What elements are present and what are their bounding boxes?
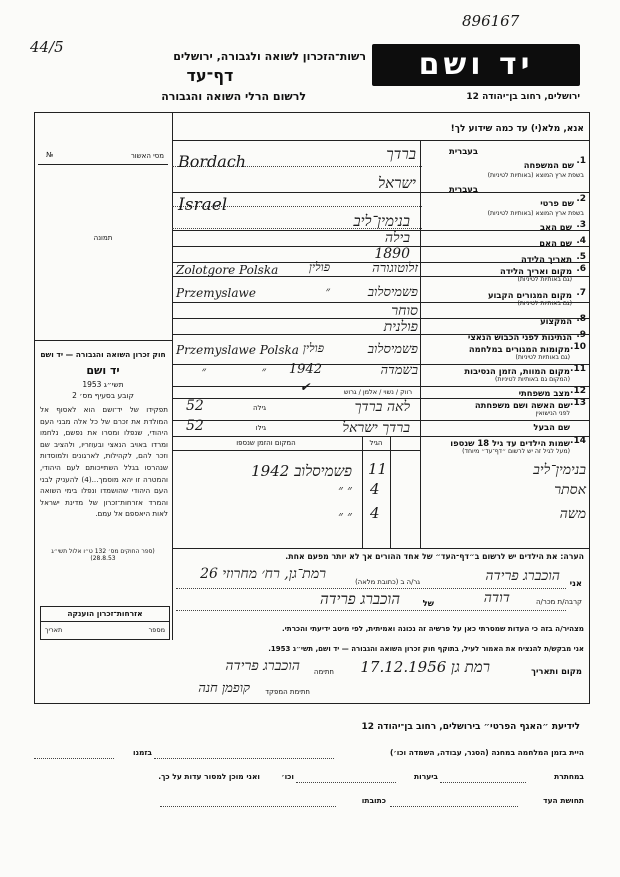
f11-value: בשמדה [380,363,418,378]
child-1-place: פשמיסלוב 1942 [251,462,352,480]
f11-sub: (המקום גם באותיות לטיניות) [495,376,570,383]
f7-value: פשמיסלוב [367,285,418,300]
f2-hebrew-value: ישראל [378,174,416,192]
footer-line-2d: ואני מוכן למסור עדות על כך. [158,772,260,781]
f14-label: שמות הילדים עד גיל 18 שנספו [450,438,570,448]
f4-value: בילה [384,230,410,246]
institution-name: רשות־הזכרון לשואה ולגבורה, ירושלים [173,50,366,63]
husband-label: שם הבעל [533,422,570,432]
f4-label: שם האם [539,238,572,248]
f5-value: 1890 [374,246,410,262]
child-2-name: אסתר [554,482,586,498]
f10-sub: (גם באותיות לטיניות) [515,354,570,361]
form-subtitle: לרשום הרלי השואה והגבורה [161,90,306,103]
relation-of: של [422,598,434,608]
f13-age-label: גילה [252,404,266,412]
citizenship-label: אזרחות־זכרון הוענקה [67,609,143,618]
recorder: קופמן חנה [198,681,250,696]
law-section: קובע בסעיף מס׳ 2 [72,391,134,400]
f9-num: 9. [576,330,586,340]
f1-sub: בשפת ארץ המוצא (באותיות לטיניות) [487,172,584,179]
signature-label: חתימה [313,668,334,676]
f8-value: סוחר [391,303,418,319]
f7-num: 7. [576,288,586,298]
f14-num: 14. [570,436,586,446]
f13-label: שם האשה ושם משפחתה [474,400,570,410]
f11-ditto-2: ״ [261,364,266,378]
declarant-residing: גר/ה ב (כתובת מלאה) [355,578,420,586]
child-3-age: 4 [370,504,380,522]
f1-num: 1. [576,156,586,166]
f11-ditto-1: ״ [201,364,206,378]
logo-text: יד ושם [418,47,534,82]
col-hebrew-2: בעברית [448,184,478,194]
photo-label: תמונה [93,234,113,242]
f11-label: מקום המוות, הזמן הנסיבות [464,366,570,376]
address: ירושלים, רחוב בן־יהודה 12 [466,92,580,102]
declaration-text: מצהיר/ה בזה כי העדות שמסרתי כאן על פרשיה זה נכונה ואמיתית, לפי מיטב ידיעתי והכרתי. [281,624,584,633]
form-title: דף־עד [186,66,234,85]
child-1-name: בנימין־ליב [533,462,586,478]
f6-country: פולין [308,260,330,274]
footer-line-1: היית בזמן המלחמה במחנה (הסגר, עבודה, השמדה וכו׳) [389,748,584,757]
f13-value: לאה ברדך [354,399,410,415]
child-3-name: משה [559,506,586,522]
f12-options: רווק / נשוי / אלמן / גרוש [343,388,412,396]
f14-sub: (מעל לגיל זה יש לרשום ״דף־עד״ מיוחד) [462,448,570,455]
husband-value: ברדך ישראל [342,420,410,436]
recorder-label: חתימת המפקד [265,688,310,696]
footer-line-2b: ביערות [414,772,438,781]
footer-line-2c: וכו׳ [281,772,294,781]
f7-sub: (גם באותיות לטיניות) [517,300,572,307]
file-reference: 44/5 [30,38,64,56]
f10-label: מקומות המגורים במלחמה [468,344,570,354]
number-sign: № [46,151,54,159]
f5-label: תאריך הלידה [520,254,572,264]
number-label: מספר [148,626,165,634]
f13-sub: לפני הנישואין [535,410,570,417]
f6-num: 6. [576,264,586,274]
footer-line-2: במחתרת [554,772,584,781]
f7-ditto: ״ [325,284,330,298]
f7-latin: Przemyslawe [176,286,256,300]
law-title: חוק זכרון השואה והגבורה — יד ושם [40,350,166,359]
f10-country: פולין [302,341,324,355]
form-intro: אנא, מלא(י) עד כמה שידוע לך! [450,124,584,134]
f10-value: פשמיסלוב [367,342,418,357]
col-place: המקום והזמן שנספו [236,439,296,447]
f4-num: 4. [576,236,586,246]
col-age: הגיל [369,439,383,447]
f8-num: 8. [576,314,586,324]
f9-label: הנתינות לפני הכבוש הנאצי [467,332,572,342]
husband-age: 52 [186,418,204,434]
declarant-name: הוכברג פרידה [485,568,560,584]
f1-label: שם המשפחה [523,160,574,170]
relation-label: קרבה/ת מכר/ה [535,598,582,606]
relation-value: הוכברג פרידה [320,590,400,608]
f6-sub: (גם באותיות לטיניות) [517,276,572,283]
footer-line-1b: בזמנו [133,748,152,757]
f6-value: זלוטוגורה [372,261,418,276]
f2-latin-value: Israel [178,195,228,215]
f2-num: 2. [576,194,586,204]
child-3-place: ״ ״ [337,509,352,524]
law-name: יד ושם [86,364,120,377]
husband-age-label: גילו [255,424,266,432]
request-text: אני מבקש/ת להנציח את האמור לעיל, בתוקף חוק זכרון השואה והגבורה — יד ושם, תשי״ג 1953. [268,645,584,653]
declarant-prefix: אני [569,578,582,588]
law-text: תפקידו של יד־ושם הוא לאסוף אל המולדת את זכרם של כל אלה מבני העם היהודי, שנפלו ומסרו את נפשם, נלחמו ומרדו באויב הנאצי ובעוזריו, ולהציב שם וזכר להם, לקהילות, לארגונים ולמוסדות שנהרסו בגלל השתייכותם לעם היהודי, והמטרה זו יהא מוסמך...(4) להעניק לבני העם היהודי שהושמדו ונפלו בימי השואה והמרד אזרחות־זכרון של מדינת ישראל לאות היאספם אל עמם. [40,405,169,519]
f5-num: 5. [576,252,586,262]
f13-age: 52 [186,398,204,414]
f10-num: 10. [570,342,586,352]
place-date: רמת גן 17.12.1956 [360,658,490,676]
footer-title: לידיעת ״האגף הפרטי״ בירושלים, רחוב בן־יהודה 12 [361,722,580,732]
declarant-address: רמת־גן, רח׳ מחרוזי 26 [200,566,326,582]
f3-label: שם האב [539,222,572,232]
id-label: מסי האשור [130,152,164,160]
date-label: תאריך [45,626,63,634]
law-year: תשי״ג 1953 [82,380,124,389]
f12-label: מצב משפחתי [518,388,570,398]
signature: הוכברג פרידה [225,658,300,674]
f12-mark: ✔ [300,380,311,394]
yad-vashem-logo [372,44,580,86]
place-date-label: מקום ותאריך [531,666,582,676]
f9-value: פולנית [383,319,418,335]
f3-value: בנימין־ליב [353,212,410,230]
f11-num: 11. [570,364,586,374]
child-2-place: ״ ״ [337,483,352,498]
f3-num: 3. [576,220,586,230]
f7-label: מקום המגורים הקבוע [487,290,572,300]
f8-label: המקצוע [540,316,572,326]
f13-num: 13. [570,398,586,408]
f6-label: מקום ואריך הלידה [499,266,572,276]
f2-sub: בשפת ארץ המוצא (באותיות לטיניות) [487,210,584,217]
footer-line-3: תחושת העד [543,796,584,805]
f12-num: 12. [570,386,586,396]
relation: דודה [483,590,510,606]
f1-hebrew-value: ברדך [386,145,416,163]
child-1-age: 11 [368,460,388,478]
law-reference: (ספר החוקים מס׳ 132 ט״ו אלול תשי״ג 28.8.53) [51,548,155,562]
f11-year: 1942 [288,362,322,377]
f1-latin-value: Bordach [178,152,247,171]
footer-line-3b: כתובתו [361,796,386,805]
f6-latin: Zolotgore Polska [176,263,279,277]
archive-number: 896167 [462,12,520,30]
f10-latin: Przemyslawe Polska [176,343,299,357]
col-hebrew-1: בעברית [448,146,478,156]
form-note: הערה: את הילדים יש לרשום ב״דף־העד״ של אחד ההורים אך לא יותר מפעם אחת. [285,552,584,561]
f2-label: שם פרטי [540,198,574,208]
sidebar-top [38,116,168,386]
child-2-age: 4 [370,480,380,498]
citizenship-box [40,606,170,640]
